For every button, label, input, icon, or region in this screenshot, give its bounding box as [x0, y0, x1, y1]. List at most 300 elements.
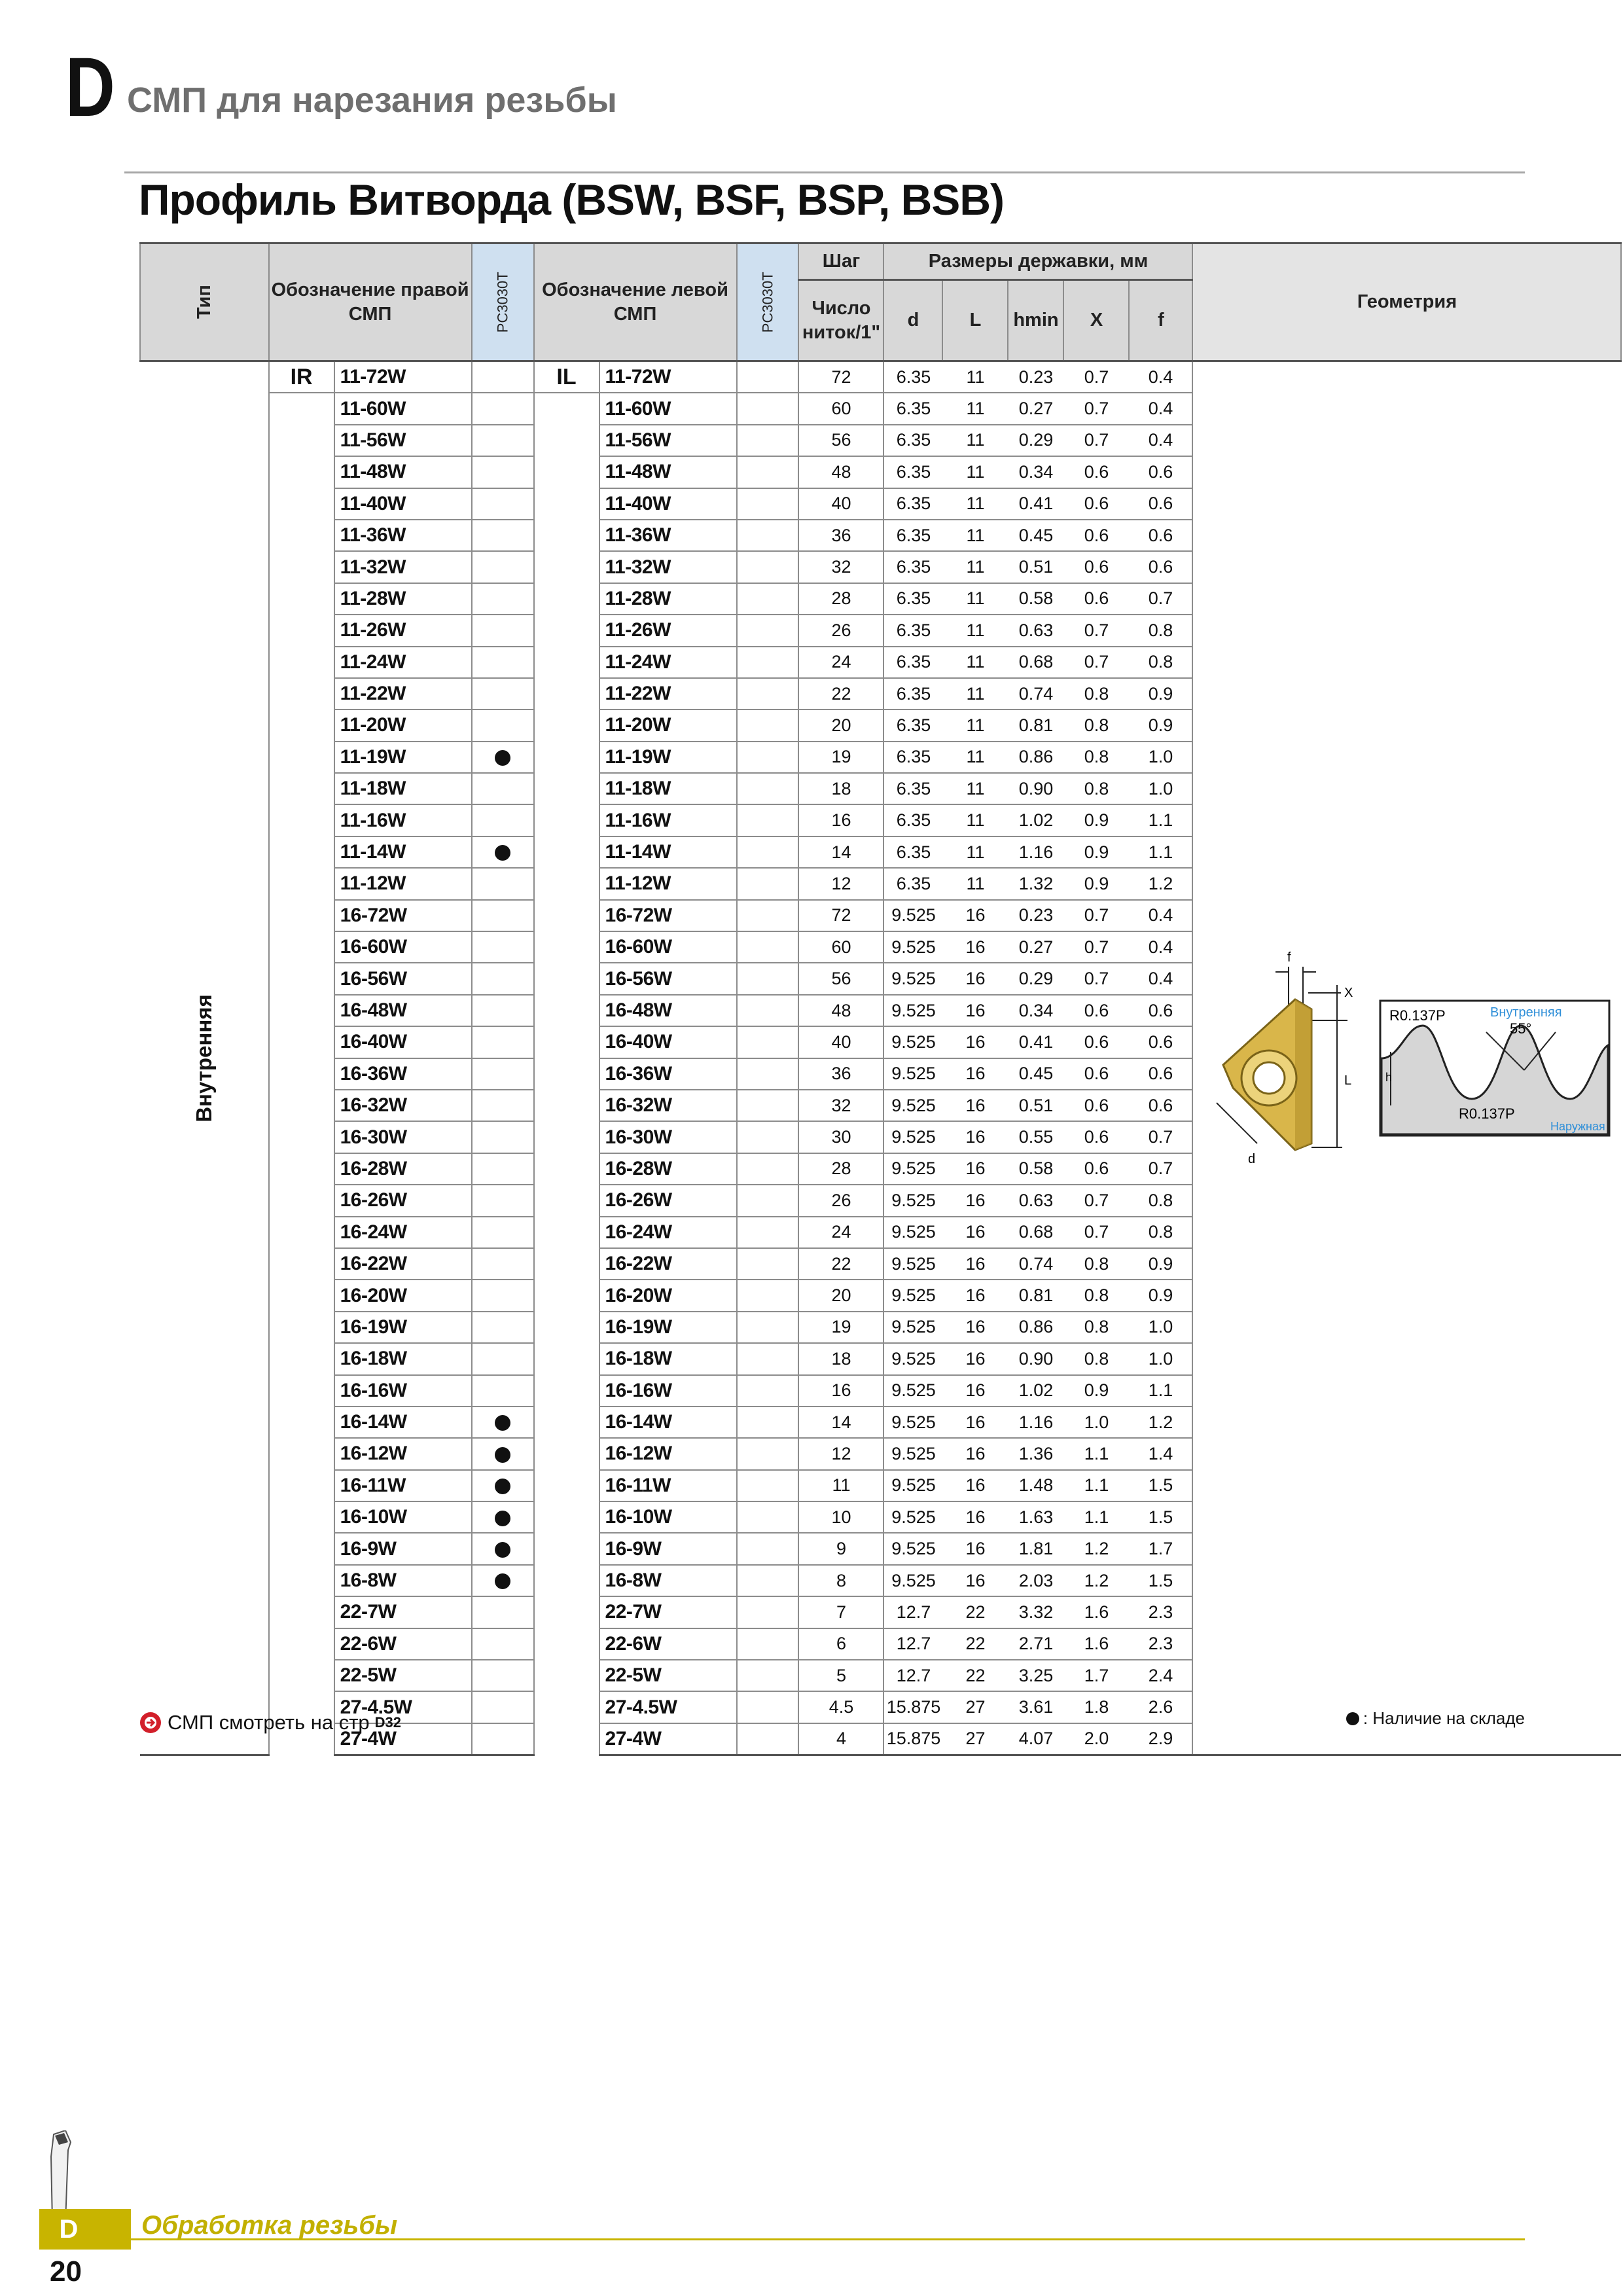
hmin-cell: 0.86 [1008, 742, 1063, 773]
stock-cell [472, 900, 534, 931]
stock-cell-left [737, 647, 799, 678]
x-cell: 2.0 [1063, 1723, 1129, 1755]
page-title: Профиль Витворда (BSW, BSF, BSP, BSB) [139, 175, 1004, 224]
x-cell: 1.2 [1063, 1565, 1129, 1596]
left-insert-code: 16-60W [599, 931, 737, 963]
d-cell: 12.7 [883, 1660, 942, 1691]
d-cell: 6.35 [883, 456, 942, 488]
dim-d: d [1248, 1151, 1256, 1166]
stock-cell-left [737, 456, 799, 488]
L-cell: 11 [942, 773, 1008, 804]
stock-cell [472, 1596, 534, 1628]
pitch-cell: 28 [798, 1153, 883, 1185]
f-cell: 0.8 [1129, 615, 1192, 646]
stock-dot-icon [495, 1415, 510, 1431]
left-marker-blank [534, 1153, 599, 1185]
stock-cell-left [737, 963, 799, 994]
right-marker-blank [269, 1375, 334, 1407]
right-marker-blank [269, 1628, 334, 1660]
dim-L: L [1344, 1073, 1352, 1088]
d-cell: 9.525 [883, 1565, 942, 1596]
hmin-cell: 0.58 [1008, 1153, 1063, 1185]
stock-cell-left [737, 868, 799, 899]
left-marker-blank [534, 1343, 599, 1374]
x-cell: 1.0 [1063, 1407, 1129, 1438]
right-marker-blank [269, 488, 334, 520]
right-marker-blank [269, 1596, 334, 1628]
stock-cell-left [737, 1438, 799, 1469]
left-insert-code: 16-20W [599, 1280, 737, 1311]
right-marker-blank [269, 709, 334, 741]
col-L: L [942, 280, 1008, 361]
stock-cell [472, 647, 534, 678]
angle-label: 55° [1510, 1020, 1532, 1037]
left-insert-code: 16-22W [599, 1248, 737, 1280]
hmin-cell: 3.25 [1008, 1660, 1063, 1691]
stock-cell [472, 615, 534, 646]
col-d: d [883, 280, 942, 361]
right-insert-code: 22-7W [334, 1596, 472, 1628]
pitch-cell: 10 [798, 1501, 883, 1533]
hmin-cell: 1.48 [1008, 1470, 1063, 1501]
left-insert-code: 16-10W [599, 1501, 737, 1533]
dim-f: f [1287, 950, 1292, 965]
page-number: 20 [50, 2255, 82, 2287]
x-cell: 0.8 [1063, 709, 1129, 741]
right-marker-blank [269, 615, 334, 646]
left-insert-code: 16-18W [599, 1343, 737, 1374]
stock-cell [472, 1090, 534, 1121]
stock-cell [472, 868, 534, 899]
L-cell: 22 [942, 1660, 1008, 1691]
right-insert-code: 16-20W [334, 1280, 472, 1311]
left-insert-code: 11-20W [599, 709, 737, 741]
L-cell: 11 [942, 804, 1008, 836]
left-marker-blank [534, 868, 599, 899]
right-insert-code: 11-22W [334, 678, 472, 709]
d-cell: 9.525 [883, 1217, 942, 1248]
radius-top-label: R0.137P [1389, 1007, 1446, 1024]
stock-cell-left [737, 678, 799, 709]
x-cell: 1.1 [1063, 1438, 1129, 1469]
right-marker-blank [269, 425, 334, 456]
dim-h: h [1385, 1070, 1393, 1084]
stock-cell-left [737, 1533, 799, 1564]
stock-cell-left [737, 1470, 799, 1501]
right-insert-code: 16-36W [334, 1058, 472, 1090]
d-cell: 9.525 [883, 963, 942, 994]
x-cell: 0.7 [1063, 963, 1129, 994]
col-geometry: Геометрия [1192, 243, 1621, 361]
left-marker-blank [534, 1723, 599, 1755]
chapter-title: Обработка резьбы [141, 2211, 398, 2240]
f-cell: 1.2 [1129, 1407, 1192, 1438]
d-cell: 9.525 [883, 1280, 942, 1311]
f-cell: 0.7 [1129, 1153, 1192, 1185]
hmin-cell: 2.03 [1008, 1565, 1063, 1596]
f-cell: 2.9 [1129, 1723, 1192, 1755]
stock-cell [472, 804, 534, 836]
stock-cell-left [737, 1280, 799, 1311]
left-marker-blank [534, 804, 599, 836]
left-insert-code: 11-72W [599, 361, 737, 393]
d-cell: 6.35 [883, 836, 942, 868]
right-marker-blank [269, 836, 334, 868]
d-cell: 6.35 [883, 488, 942, 520]
x-cell: 0.6 [1063, 520, 1129, 551]
pitch-cell: 22 [798, 678, 883, 709]
hmin-cell: 0.34 [1008, 995, 1063, 1026]
right-insert-code: 11-16W [334, 804, 472, 836]
left-insert-code: 11-36W [599, 520, 737, 551]
stock-cell-left [737, 931, 799, 963]
hmin-cell: 0.86 [1008, 1312, 1063, 1343]
stock-cell-left [737, 1565, 799, 1596]
left-marker-blank [534, 520, 599, 551]
stock-cell [472, 1565, 534, 1596]
d-cell: 6.35 [883, 615, 942, 646]
f-cell: 0.9 [1129, 1280, 1192, 1311]
stock-cell [472, 1375, 534, 1407]
x-cell: 1.2 [1063, 1533, 1129, 1564]
right-marker-blank [269, 1058, 334, 1090]
d-cell: 12.7 [883, 1596, 942, 1628]
right-insert-code: 22-6W [334, 1628, 472, 1660]
stock-cell [472, 583, 534, 615]
d-cell: 6.35 [883, 393, 942, 424]
L-cell: 11 [942, 425, 1008, 456]
L-cell: 27 [942, 1691, 1008, 1723]
left-marker-blank [534, 488, 599, 520]
right-insert-code: 11-28W [334, 583, 472, 615]
pitch-cell: 18 [798, 1343, 883, 1374]
d-cell: 6.35 [883, 583, 942, 615]
left-insert-code: 16-16W [599, 1375, 737, 1407]
d-cell: 6.35 [883, 425, 942, 456]
pitch-cell: 14 [798, 836, 883, 868]
pitch-cell: 48 [798, 995, 883, 1026]
pitch-cell: 72 [798, 361, 883, 393]
pitch-cell: 19 [798, 1312, 883, 1343]
pitch-cell: 6 [798, 1628, 883, 1660]
hmin-cell: 0.81 [1008, 709, 1063, 741]
d-cell: 15.875 [883, 1691, 942, 1723]
pitch-cell: 26 [798, 1185, 883, 1216]
stock-cell [472, 1628, 534, 1660]
left-marker-blank [534, 456, 599, 488]
left-insert-code: 22-5W [599, 1660, 737, 1691]
right-insert-code: 16-18W [334, 1343, 472, 1374]
f-cell: 1.0 [1129, 1343, 1192, 1374]
left-marker-blank [534, 1280, 599, 1311]
stock-cell [472, 1501, 534, 1533]
right-insert-code: 27-4W [334, 1723, 472, 1755]
left-marker-blank [534, 1185, 599, 1216]
L-cell: 16 [942, 1565, 1008, 1596]
left-insert-code: 16-14W [599, 1407, 737, 1438]
stock-cell [472, 1280, 534, 1311]
left-insert-code: 11-19W [599, 742, 737, 773]
f-cell: 0.6 [1129, 1058, 1192, 1090]
x-cell: 0.9 [1063, 804, 1129, 836]
x-cell: 0.6 [1063, 1090, 1129, 1121]
col-left-insert: Обозначение левой СМП [534, 243, 737, 361]
hmin-cell: 1.63 [1008, 1501, 1063, 1533]
f-cell: 1.1 [1129, 804, 1192, 836]
right-marker-blank [269, 773, 334, 804]
inner-label: Внутренняя [1490, 1005, 1563, 1020]
x-cell: 0.7 [1063, 1217, 1129, 1248]
stock-dot-icon [495, 1573, 510, 1589]
dim-x: X [1344, 985, 1353, 1000]
reference-arrow-icon [139, 1711, 162, 1734]
left-marker-blank [534, 647, 599, 678]
stock-cell-left [737, 1407, 799, 1438]
reference-note [139, 1711, 401, 1734]
L-cell: 11 [942, 488, 1008, 520]
left-insert-code: 11-26W [599, 615, 737, 646]
stock-legend [1346, 1708, 1525, 1729]
f-cell: 1.0 [1129, 1312, 1192, 1343]
stock-cell [472, 836, 534, 868]
right-insert-code: 11-36W [334, 520, 472, 551]
d-cell: 6.35 [883, 742, 942, 773]
col-hmin: hmin [1008, 280, 1063, 361]
col-f: f [1129, 280, 1192, 361]
L-cell: 16 [942, 1470, 1008, 1501]
hmin-cell: 0.51 [1008, 551, 1063, 583]
left-insert-code: 11-60W [599, 393, 737, 424]
left-marker-blank [534, 678, 599, 709]
chapter-tab: D [39, 2209, 131, 2250]
left-insert-code: 16-28W [599, 1153, 737, 1185]
stock-cell [472, 456, 534, 488]
pitch-cell: 28 [798, 583, 883, 615]
x-cell: 0.8 [1063, 1312, 1129, 1343]
f-cell: 0.6 [1129, 995, 1192, 1026]
f-cell: 0.6 [1129, 456, 1192, 488]
d-cell: 15.875 [883, 1723, 942, 1755]
hmin-cell: 3.61 [1008, 1691, 1063, 1723]
hmin-cell: 0.45 [1008, 520, 1063, 551]
x-cell: 1.1 [1063, 1501, 1129, 1533]
d-cell: 9.525 [883, 1058, 942, 1090]
right-insert-code: 11-19W [334, 742, 472, 773]
stock-cell [472, 1470, 534, 1501]
right-marker-blank [269, 1090, 334, 1121]
right-marker-blank [269, 1343, 334, 1374]
d-cell: 6.35 [883, 647, 942, 678]
f-cell: 0.6 [1129, 520, 1192, 551]
pitch-cell: 5 [798, 1660, 883, 1691]
d-cell: 9.525 [883, 1026, 942, 1058]
hmin-cell: 1.16 [1008, 1407, 1063, 1438]
right-insert-code: 22-5W [334, 1660, 472, 1691]
radius-bottom-label: R0.137P [1459, 1105, 1516, 1122]
d-cell: 6.35 [883, 804, 942, 836]
left-marker-blank [534, 1248, 599, 1280]
left-insert-code: 16-36W [599, 1058, 737, 1090]
left-insert-code: 16-48W [599, 995, 737, 1026]
right-insert-code: 16-9W [334, 1533, 472, 1564]
stock-cell [472, 1438, 534, 1469]
L-cell: 22 [942, 1628, 1008, 1660]
stock-cell-left [737, 1248, 799, 1280]
hmin-cell: 0.29 [1008, 963, 1063, 994]
pitch-cell: 24 [798, 647, 883, 678]
x-cell: 0.7 [1063, 393, 1129, 424]
stock-cell [472, 1248, 534, 1280]
right-insert-code: 16-72W [334, 900, 472, 931]
pitch-cell: 14 [798, 1407, 883, 1438]
right-marker-blank [269, 1026, 334, 1058]
pitch-cell: 8 [798, 1565, 883, 1596]
left-marker-blank [534, 1470, 599, 1501]
L-cell: 11 [942, 647, 1008, 678]
left-insert-code: 16-40W [599, 1026, 737, 1058]
stock-cell [472, 1217, 534, 1248]
d-cell: 9.525 [883, 931, 942, 963]
d-cell: 9.525 [883, 1533, 942, 1564]
L-cell: 16 [942, 900, 1008, 931]
left-marker-blank [534, 1375, 599, 1407]
f-cell: 0.6 [1129, 551, 1192, 583]
right-marker-blank [269, 1660, 334, 1691]
f-cell: 0.4 [1129, 393, 1192, 424]
hmin-cell: 0.27 [1008, 393, 1063, 424]
pitch-cell: 12 [798, 1438, 883, 1469]
stock-cell-left [737, 361, 799, 393]
right-insert-code: 16-28W [334, 1153, 472, 1185]
hmin-cell: 4.07 [1008, 1723, 1063, 1755]
f-cell: 2.4 [1129, 1660, 1192, 1691]
right-insert-code: 11-56W [334, 425, 472, 456]
left-marker-blank [534, 1628, 599, 1660]
L-cell: 11 [942, 361, 1008, 393]
left-marker-blank [534, 1565, 599, 1596]
stock-cell-left [737, 804, 799, 836]
stock-cell-left [737, 1723, 799, 1755]
right-marker-blank [269, 1248, 334, 1280]
right-marker-blank [269, 456, 334, 488]
d-cell: 6.35 [883, 361, 942, 393]
right-marker-blank [269, 1438, 334, 1469]
L-cell: 11 [942, 583, 1008, 615]
f-cell: 2.3 [1129, 1596, 1192, 1628]
stock-cell [472, 361, 534, 393]
pitch-cell: 32 [798, 1090, 883, 1121]
left-marker-blank [534, 773, 599, 804]
stock-cell-left [737, 1343, 799, 1374]
stock-cell [472, 1407, 534, 1438]
pitch-cell: 7 [798, 1596, 883, 1628]
left-insert-code: 22-6W [599, 1628, 737, 1660]
f-cell: 2.6 [1129, 1691, 1192, 1723]
x-cell: 0.8 [1063, 773, 1129, 804]
left-marker-blank [534, 1121, 599, 1153]
f-cell: 0.8 [1129, 1185, 1192, 1216]
reference-page[interactable]: D32 [374, 1714, 402, 1731]
left-marker-blank [534, 1407, 599, 1438]
right-marker-blank [269, 1407, 334, 1438]
L-cell: 11 [942, 742, 1008, 773]
d-cell: 9.525 [883, 1185, 942, 1216]
f-cell: 0.8 [1129, 1217, 1192, 1248]
L-cell: 11 [942, 868, 1008, 899]
left-insert-code: 16-72W [599, 900, 737, 931]
right-insert-code: 16-16W [334, 1375, 472, 1407]
stock-cell [472, 709, 534, 741]
L-cell: 16 [942, 1248, 1008, 1280]
left-insert-code: 11-12W [599, 868, 737, 899]
right-marker-blank [269, 1470, 334, 1501]
stock-dot-icon [495, 845, 510, 861]
left-insert-code: 27-4W [599, 1723, 737, 1755]
stock-cell-left [737, 583, 799, 615]
right-insert-code: 16-11W [334, 1470, 472, 1501]
stock-cell-left [737, 520, 799, 551]
hmin-cell: 0.58 [1008, 583, 1063, 615]
pitch-cell: 20 [798, 1280, 883, 1311]
f-cell: 0.4 [1129, 963, 1192, 994]
right-insert-code: 16-48W [334, 995, 472, 1026]
stock-cell [472, 773, 534, 804]
pitch-cell: 60 [798, 393, 883, 424]
right-marker-blank [269, 551, 334, 583]
d-cell: 9.525 [883, 1090, 942, 1121]
pitch-cell: 22 [798, 1248, 883, 1280]
L-cell: 16 [942, 1090, 1008, 1121]
x-cell: 0.9 [1063, 836, 1129, 868]
left-insert-code: 22-7W [599, 1596, 737, 1628]
f-cell: 2.3 [1129, 1628, 1192, 1660]
stock-cell-left [737, 900, 799, 931]
left-marker-blank [534, 1090, 599, 1121]
left-marker-blank [534, 425, 599, 456]
pitch-cell: 60 [798, 931, 883, 963]
left-insert-code: 11-16W [599, 804, 737, 836]
d-cell: 9.525 [883, 1407, 942, 1438]
L-cell: 16 [942, 1501, 1008, 1533]
left-insert-code: 11-56W [599, 425, 737, 456]
left-marker-blank [534, 709, 599, 741]
stock-cell [472, 425, 534, 456]
hmin-cell: 1.02 [1008, 1375, 1063, 1407]
right-insert-code: 11-12W [334, 868, 472, 899]
right-insert-code: 11-24W [334, 647, 472, 678]
hmin-cell: 0.81 [1008, 1280, 1063, 1311]
L-cell: 16 [942, 1217, 1008, 1248]
hmin-cell: 0.23 [1008, 900, 1063, 931]
L-cell: 11 [942, 836, 1008, 868]
outer-label: Наружная [1550, 1119, 1606, 1133]
left-insert-code: 11-32W [599, 551, 737, 583]
pitch-cell: 4.5 [798, 1691, 883, 1723]
hmin-cell: 0.23 [1008, 361, 1063, 393]
pitch-cell: 19 [798, 742, 883, 773]
reference-text: СМП смотреть на стр [168, 1711, 370, 1734]
x-cell: 0.6 [1063, 456, 1129, 488]
hmin-cell: 0.90 [1008, 1343, 1063, 1374]
d-cell: 9.525 [883, 995, 942, 1026]
right-marker-blank [269, 1501, 334, 1533]
L-cell: 16 [942, 1280, 1008, 1311]
left-marker-blank [534, 1596, 599, 1628]
right-marker-blank [269, 1217, 334, 1248]
right-marker-blank [269, 1185, 334, 1216]
x-cell: 0.7 [1063, 615, 1129, 646]
stock-cell-left [737, 1660, 799, 1691]
